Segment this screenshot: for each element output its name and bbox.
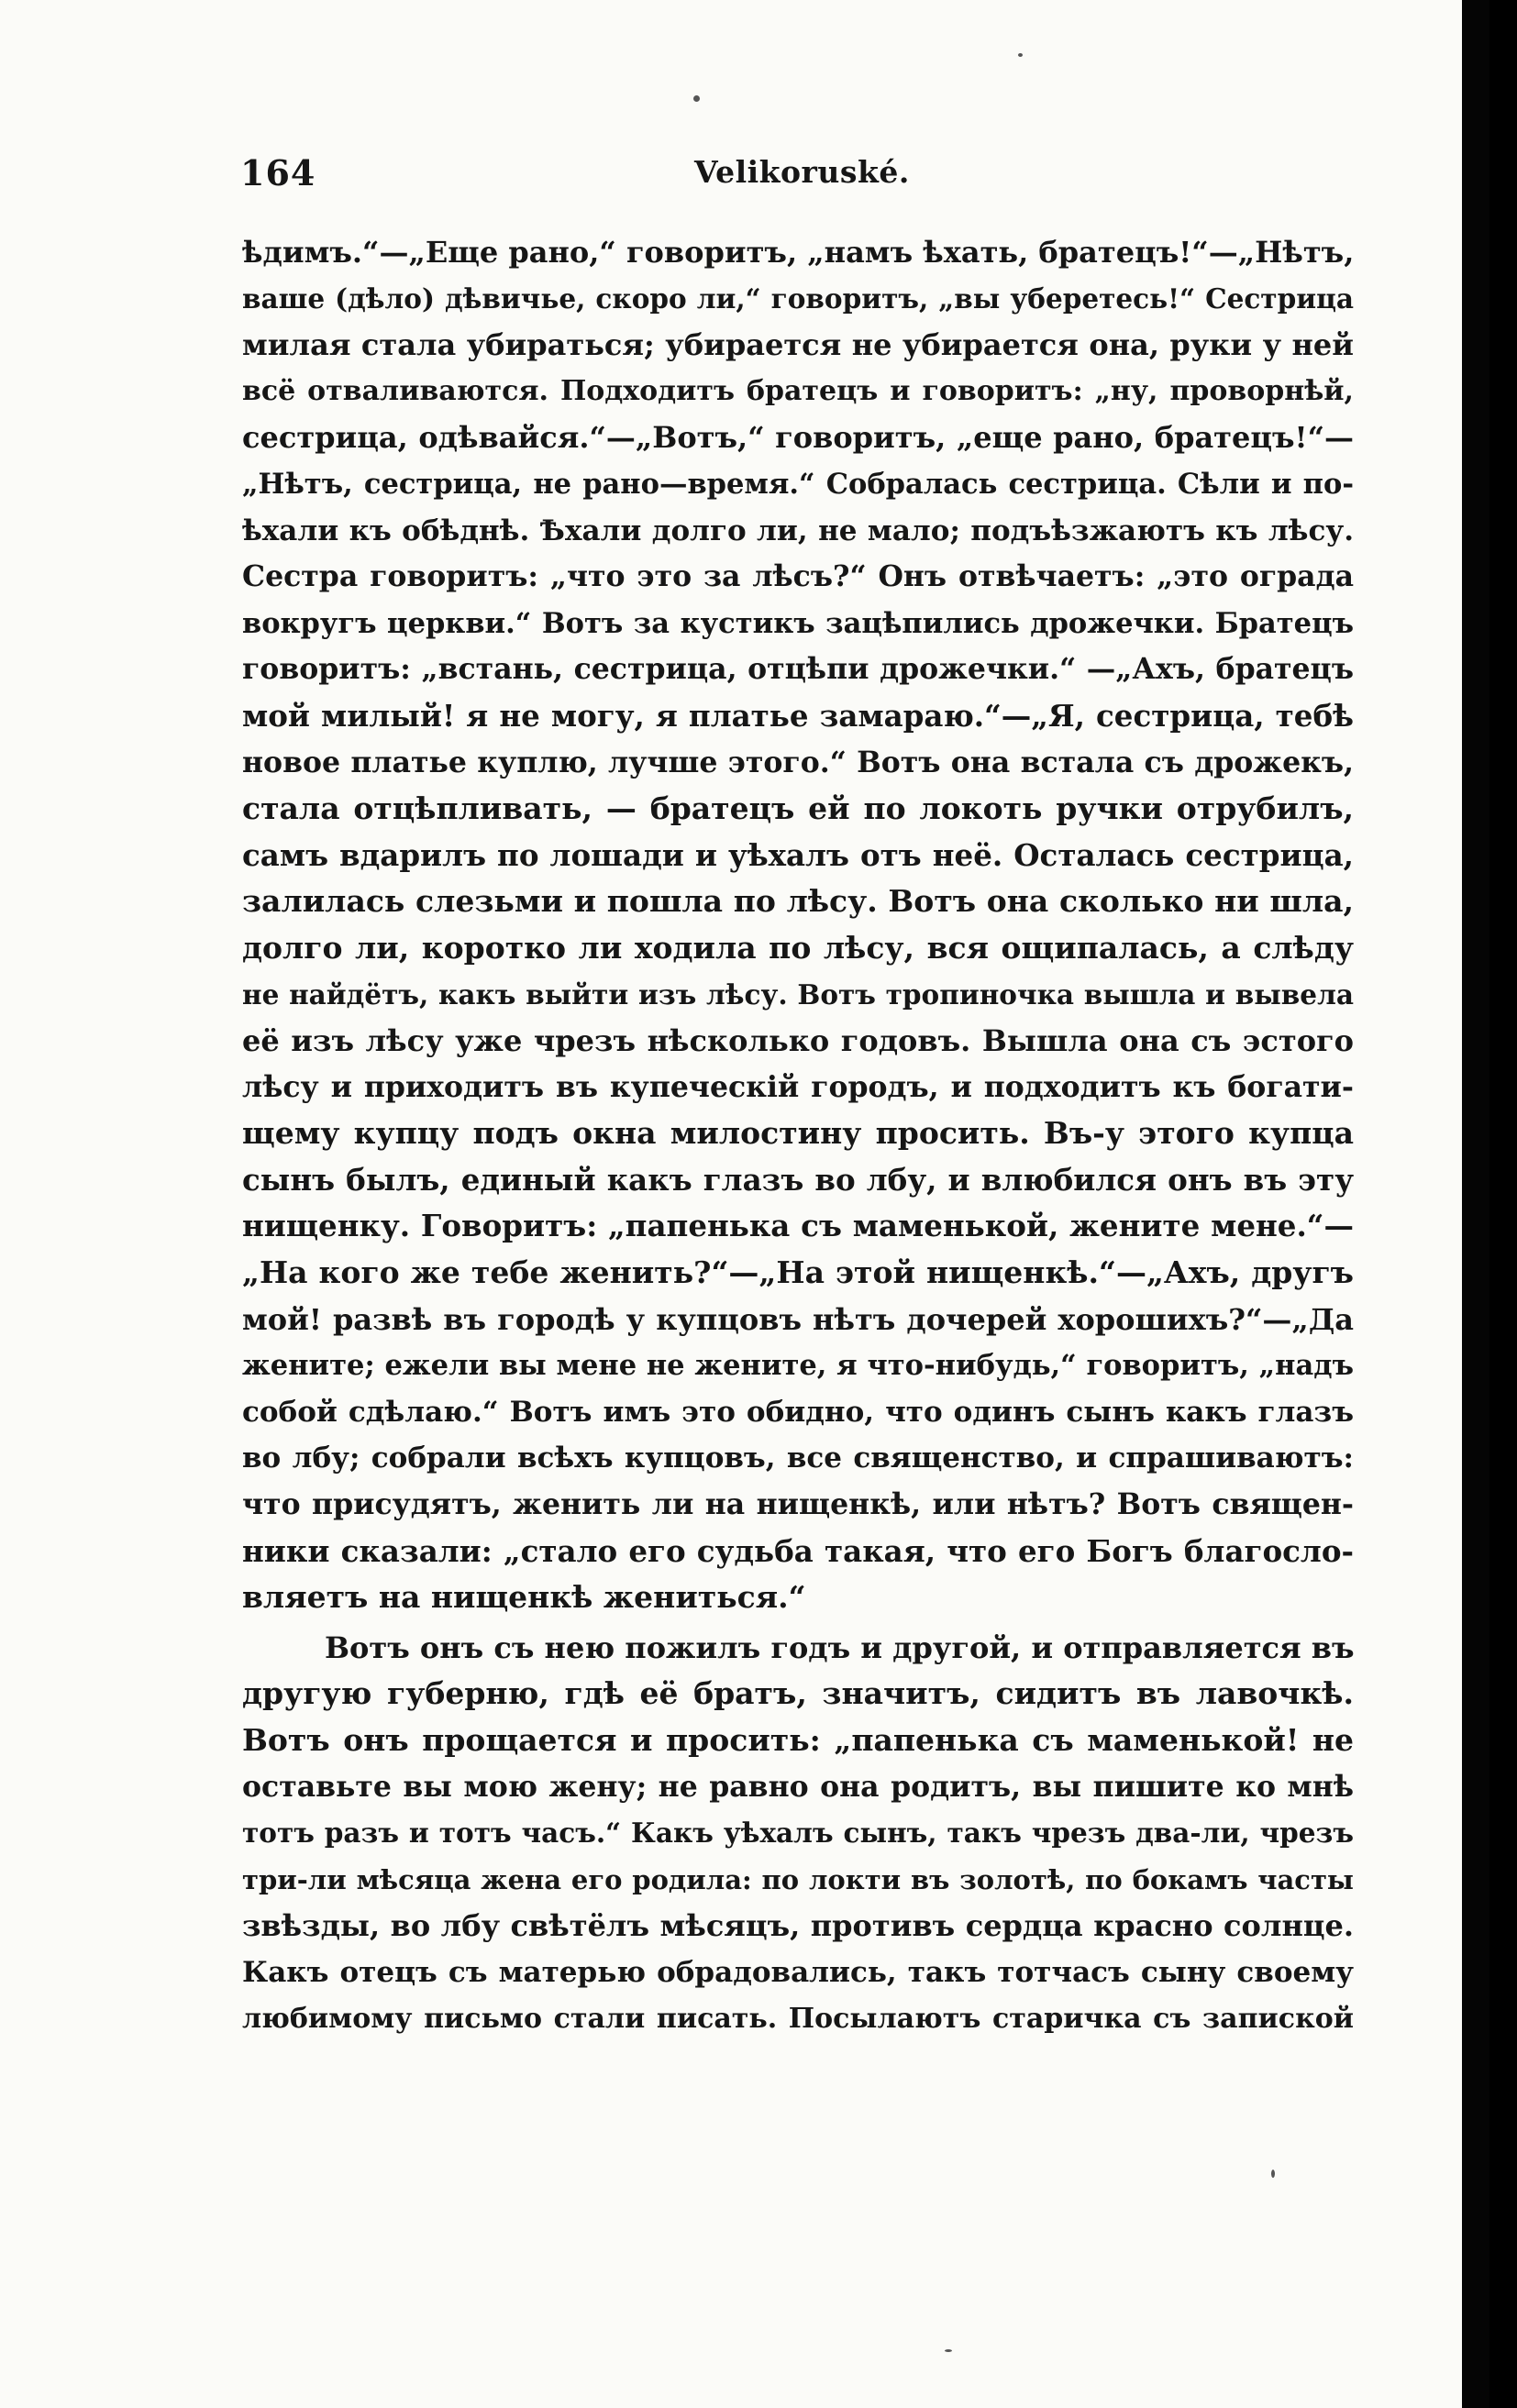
ink-speck <box>1271 2170 1275 2178</box>
text-line: самъ вдарилъ по лошади и уѣхалъ отъ неё. Осталась сестрица, <box>242 836 1354 873</box>
ink-speck <box>945 2349 952 2352</box>
text-line: долго ли, коротко ли ходила по лѣсу, вся ощипалась, а слѣду <box>242 929 1354 966</box>
paragraph-1 <box>242 229 1354 1621</box>
text-line: три-ли мѣсяца жена его родила: по локти въ золотѣ, по бокамъ часты <box>242 1863 1354 1895</box>
text-line: мой милый! я не могу, я платье замараю.“—„Я, сестрица, тебѣ <box>242 697 1354 734</box>
text-line: „На кого же тебе женить?“—„На этой нищенкѣ.“—„Ахъ, другъ <box>242 1254 1354 1291</box>
text-line: звѣзды, во лбу свѣтёлъ мѣсяцъ, противъ сердца красно солнце. <box>242 1908 1354 1944</box>
text-line: Вотъ онъ прощается и просить: „папенька съ маменькой! не <box>242 1722 1354 1758</box>
text-line: собой сдѣлаю.“ Вотъ имъ это обидно, что одинъ сынъ какъ глазъ <box>242 1395 1354 1429</box>
text-line: мой! развѣ въ городѣ у купцовъ нѣтъ дочерей хорошихъ?“—„Да <box>242 1301 1354 1337</box>
text-line: Какъ отецъ съ матерью обрадовались, такъ тотчасъ сыну своему <box>242 1955 1354 1989</box>
text-line: сестрица, одѣвайся.“—„Вотъ,“ говоритъ, „еще рано, братецъ!“— <box>242 420 1354 456</box>
text-line: тотъ разъ и тотъ часъ.“ Какъ уѣхалъ сынъ, такъ чрезъ два-ли, чрезъ <box>242 1817 1354 1850</box>
body-text <box>242 229 1354 2042</box>
text-line: ѣдимъ.“—„Еще рано,“ говоритъ, „намъ ѣхать, братецъ!“—„Нѣтъ, <box>242 235 1355 270</box>
running-title: Velikoruské. <box>694 154 910 190</box>
ink-speck <box>1018 53 1023 57</box>
text-line: любимому письмо стали писать. Посылаютъ старичка съ запиской <box>242 2002 1354 2035</box>
text-line: новое платье куплю, лучше этого.“ Вотъ она встала съ дрожекъ, <box>242 745 1354 779</box>
text-line: залилась слезьми и пошла по лѣсу. Вотъ она сколько ни шла, <box>242 883 1354 920</box>
text-line: нищенку. Говоритъ: „папенька съ маменькой, жените мене.“— <box>242 1208 1354 1244</box>
text-line: ваше (дѣло) дѣвичье, скоро ли,“ говоритъ, „вы уберетесь!“ Сестрица <box>242 282 1354 315</box>
text-line: лѣсу и приходитъ въ купеческій городъ, и подходитъ къ богати- <box>242 1069 1354 1104</box>
text-line: „Нѣтъ, сестрица, не рано—время.“ Собралась сестрица. Сѣли и по- <box>242 467 1354 501</box>
text-line: не найдётъ, какъ выйти изъ лѣсу. Вотъ тропиночка вышла и вывела <box>242 978 1354 1011</box>
text-line: стала отцѣпливать, — братецъ ей по локоть ручки отрубилъ, <box>242 790 1354 827</box>
paragraph-2 <box>242 1625 1354 2042</box>
text-line: ники сказали: „стало его судьба такая, что его Богъ благосло- <box>242 1532 1354 1569</box>
text-line: другую губерню, гдѣ её братъ, значитъ, сидитъ въ лавочкѣ. <box>242 1675 1354 1712</box>
page-header <box>240 152 1368 198</box>
text-line: Сестра говоритъ: „что это за лѣсъ?“ Онъ отвѣчаетъ: „это ограда <box>242 559 1354 594</box>
text-line: вокругъ церкви.“ Вотъ за кустикъ зацѣпились дрожечки. Братецъ <box>242 606 1354 640</box>
text-line: что присудятъ, женить ли на нищенкѣ, или нѣтъ? Вотъ священ- <box>242 1487 1354 1522</box>
text-line: щему купцу подъ окна милостину просить. Въ-у этого купца <box>242 1115 1354 1152</box>
text-line: во лбу; собрали всѣхъ купцовъ, все священство, и спрашиваютъ: <box>242 1441 1354 1475</box>
ink-speck <box>693 95 700 102</box>
text-line: жените; ежели вы мене не жените, я что-нибудь,“ говоритъ, „надъ <box>242 1349 1354 1383</box>
text-line: всё отваливаются. Подходитъ братецъ и говоритъ: „ну, проворнѣй, <box>242 374 1354 407</box>
text-line: её изъ лѣсу уже чрезъ нѣсколько годовъ. Вышла она съ эстого <box>242 1023 1354 1059</box>
text-line: Вотъ онъ съ нею пожилъ годъ и другой, и отправляется въ <box>325 1629 1355 1665</box>
page-number: 164 <box>240 152 316 193</box>
text-line: сынъ былъ, единый какъ глазъ во лбу, и влюбился онъ въ эту <box>242 1161 1354 1198</box>
text-line: ѣхали къ обѣднѣ. Ѣхали долго ли, не мало; подъѣзжаютъ къ лѣсу. <box>242 514 1354 547</box>
text-line: говоритъ: „встань, сестрица, отцѣпи дрожечки.“ —„Ахъ, братецъ <box>242 652 1354 687</box>
text-line: вляетъ на нищенкѣ жениться.“ <box>242 1579 806 1616</box>
text-line: милая стала убираться; убирается не убирается она, руки у ней <box>242 327 1354 363</box>
text-line: оставьте вы мою жену; не равно она родитъ, вы пишите ко мнѣ <box>242 1769 1354 1804</box>
